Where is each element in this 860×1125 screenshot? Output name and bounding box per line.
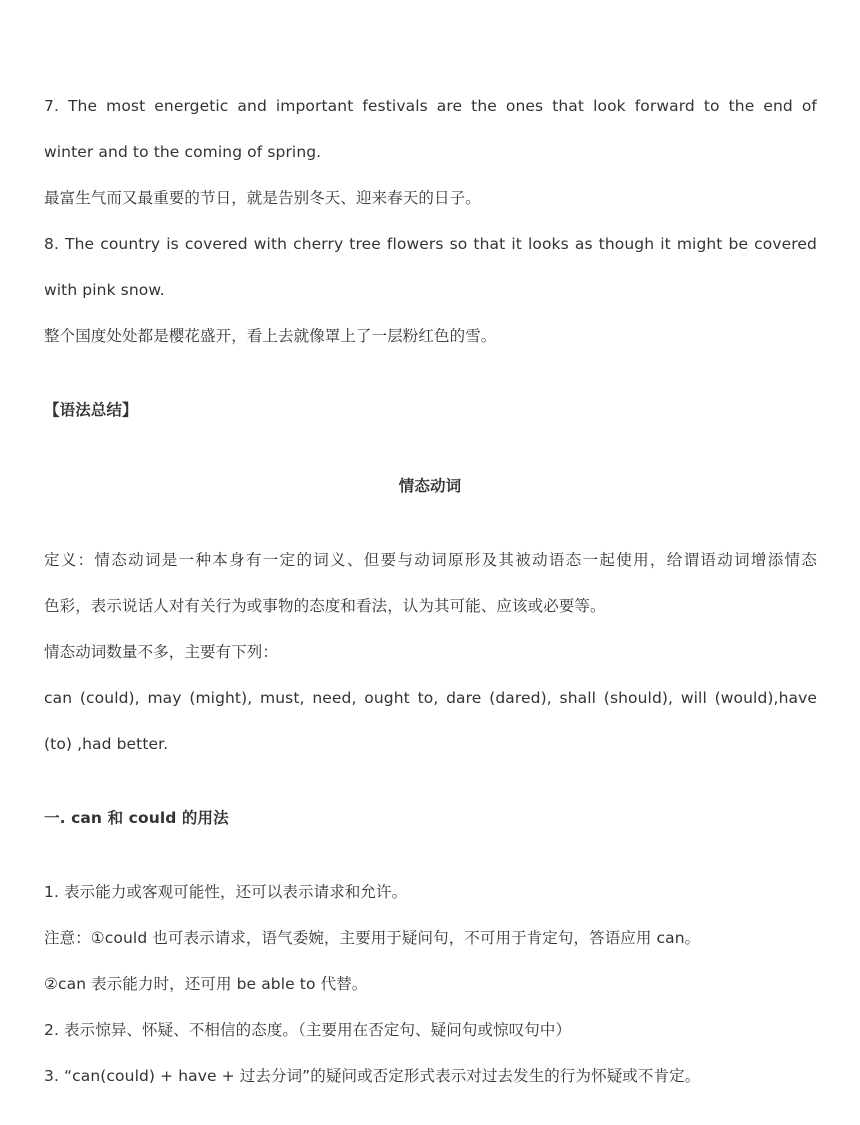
can-could-point-1: 1. 表示能力或客观可能性，还可以表示请求和允许。 (44, 883, 408, 901)
definition-line-1: 定义：情态动词是一种本身有一定的词义、但要与动词原形及其被动语态一起使用，给谓语动词增添情态 (44, 551, 817, 569)
can-could-heading: 一. can 和 could 的用法 (44, 809, 229, 827)
can-could-point-2: 2. 表示惊异、怀疑、不相信的态度。（主要用在否定句、疑问句或惊叹句中） (44, 1021, 572, 1039)
sentence-8-chinese: 整个国度处处都是樱花盛开，看上去就像罩上了一层粉红色的雪。 (44, 327, 497, 345)
grammar-section-heading: 【语法总结】 (44, 401, 138, 419)
grammar-title: 情态动词 (398, 477, 462, 495)
modal-list-intro: 情态动词数量不多，主要有下列： (44, 643, 279, 661)
sentence-8-english-line-1: 8. The country is covered with cherry tree flowers so that it looks as though it might be covered (44, 235, 817, 253)
can-could-point-3: 3. “can(could) + have + 过去分词”的疑问或否定形式表示对过去发生的行为怀疑或不肯定。 (44, 1067, 701, 1085)
modal-list-line-1: can (could), may (might), must, need, ought to, dare (dared), shall (should), will (would),have (44, 689, 817, 707)
can-could-note-2: ②can 表示能力时，还可用 be able to 代替。 (44, 975, 368, 993)
sentence-7-chinese: 最富生气而又最重要的节日，就是告别冬天、迎来春天的日子。 (44, 189, 481, 207)
definition-line-2: 色彩，表示说话人对有关行为或事物的态度和看法，认为其可能、应该或必要等。 (44, 597, 606, 615)
can-could-note-1: 注意：①could 也可表示请求，语气委婉，主要用于疑问句，不可用于肯定句，答语应用 can。 (44, 929, 701, 947)
sentence-7-english-line-1: 7. The most energetic and important festivals are the ones that look forward to the end of (44, 97, 817, 115)
sentence-7-english-line-2: winter and to the coming of spring. (44, 143, 322, 161)
modal-list-line-2: (to) ,had better. (44, 735, 169, 753)
sentence-8-english-line-2: with pink snow. (44, 281, 165, 299)
